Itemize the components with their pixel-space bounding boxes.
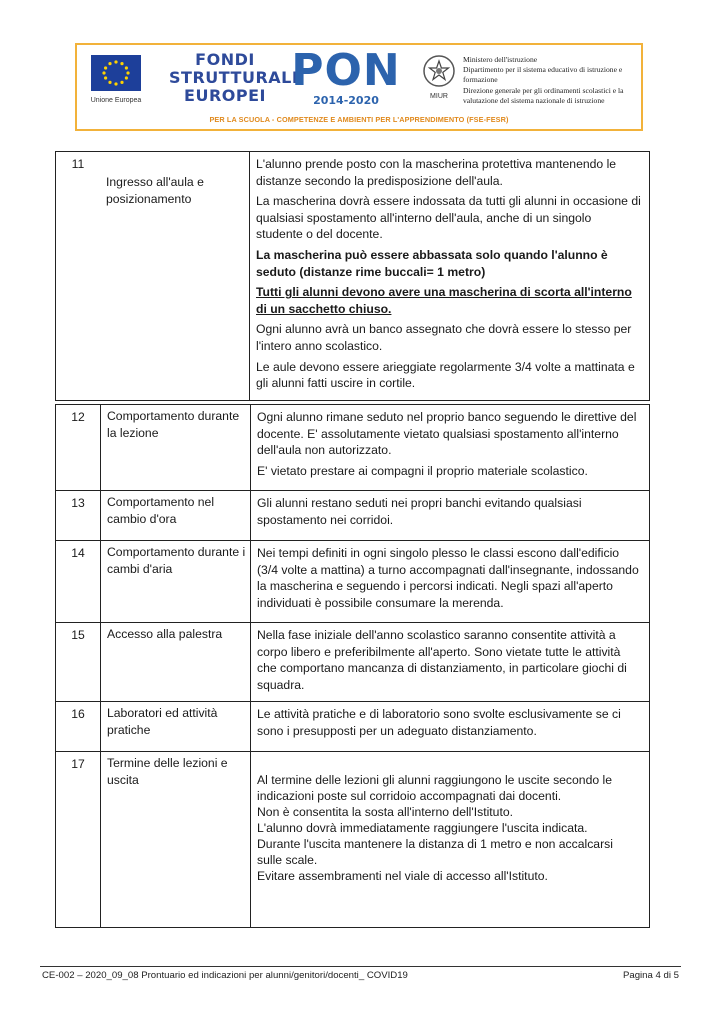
row-description: Gli alunni restano seduti nei propri banchi evitando qualsiasi spostamento nei corridoi.: [251, 491, 650, 541]
row-description: Nella fase iniziale dell'anno scolastico saranno consentite attività a corpo libero e preferibilmente all'aperto. Sono vietate tutte le attività che comportano mancanza di distanziamento, in particolare giochi di squadra.: [251, 623, 650, 702]
row-description: Al termine delle lezioni gli alunni raggiungono le uscite secondo le indicazioni poste sul corridoio accompagnati dai docenti. Non è consentita la sosta all'interno dell'Istituto. L'alunno dovrà immediatamente raggiungere l'uscita indicata. Durante l'uscita mantenere la distanza di 1 metro e non accalcarsi sulle scale. Evitare assembramenti nel viale di accesso all'Istituto.: [251, 752, 650, 928]
row-description: Nei tempi definiti in ogni singolo plesso le classi escono dall'edificio (3/4 volte a mattina) a turno accompagnati dall'insegnante, indossando la mascherina e seguendo i percorsi indicati. Negli spazi all'aperto individuati è possibile consumare la merenda.: [251, 541, 650, 623]
miur-label: MIUR: [430, 93, 448, 100]
row-number: 16: [56, 702, 101, 752]
row-number: 17: [56, 752, 101, 928]
row-topic: Accesso alla palestra: [101, 623, 251, 702]
row-number: 11: [56, 152, 101, 401]
ministry-text: Ministero dell'istruzione Dipartimento per il sistema educativo di istruzione e formazione Direzione generale per gli ordinamenti scolastici e la valutazione del sistema nazionale di istruzione: [463, 55, 624, 105]
footer-divider: [40, 966, 681, 967]
header-banner: [75, 43, 643, 131]
table-row: [56, 541, 650, 623]
row-topic: Laboratori ed attività pratiche: [101, 702, 251, 752]
footer-document-code: CE-002 – 2020_09_08 Prontuario ed indicazioni per alunni/genitori/docenti_ COVID19: [42, 970, 408, 981]
row-number: 13: [56, 491, 101, 541]
fondi-strutturali-logo: FONDI STRUTTURALI EUROPEI: [169, 50, 299, 105]
row-topic: Comportamento durante i cambi d'aria: [101, 541, 251, 623]
table-row: [56, 623, 650, 702]
table-row: [56, 405, 650, 491]
table-row: [56, 491, 650, 541]
eu-label: Unione Europea: [90, 97, 142, 104]
row-number: 12: [56, 405, 101, 491]
row-number: 14: [56, 541, 101, 623]
row-topic: Ingresso all'aula e posizionamento: [100, 152, 250, 401]
row-topic: Comportamento nel cambio d'ora: [101, 491, 251, 541]
eu-flag-icon: [91, 55, 141, 91]
row-topic: Comportamento durante la lezione: [101, 405, 251, 491]
footer-page-number: Pagina 4 di 5: [622, 970, 679, 981]
row-description: L'alunno prende posto con la mascherina protettiva mantenendo le distanze secondo la predisposizione dell'aula. La mascherina dovrà essere indossata da tutti gli alunni in occasione di qualsiasi spostamento all'interno dell'aula, anche di un singolo studente o del docente. La mascherina può essere abbassata solo quando l'alunno è seduto (distanze rime buccali= 1 metro) Tutti gli alunni devono avere una mascherina di scorta all'interno di un sacchetto chiuso. Ogni alunno avrà un banco assegnato che dovrà essere lo stesso per l'intero anno scolastico. Le aule devono essere arieggiate regolarmente 3/4 volte a mattinata e gli alunni fatti uscire in cortile.: [250, 152, 650, 401]
row-description: Ogni alunno rimane seduto nel proprio banco seguendo le direttive del docente. E' assolutamente vietato qualsiasi spostamento all'interno dell'aula non autorizzato. E' vietato prestare ai compagni il proprio materiale scolastico.: [251, 405, 650, 491]
rules-table-1: [55, 151, 650, 401]
row-description: Le attività pratiche e di laboratorio sono svolte esclusivamente se ci sono i presupposti per un adeguato distanziamento.: [251, 702, 650, 752]
row-topic: Termine delle lezioni e uscita: [101, 752, 251, 928]
table-row: [56, 702, 650, 752]
table-row: [56, 152, 650, 401]
rules-table-2: [55, 404, 650, 928]
pon-logo: PON 2014-2020: [291, 45, 401, 107]
table-row: [56, 752, 650, 928]
italian-emblem-icon: [421, 53, 457, 89]
banner-tagline: PER LA SCUOLA - COMPETENZE E AMBIENTI PER L'APPRENDIMENTO (FSE-FESR): [209, 115, 509, 124]
row-number: 15: [56, 623, 101, 702]
